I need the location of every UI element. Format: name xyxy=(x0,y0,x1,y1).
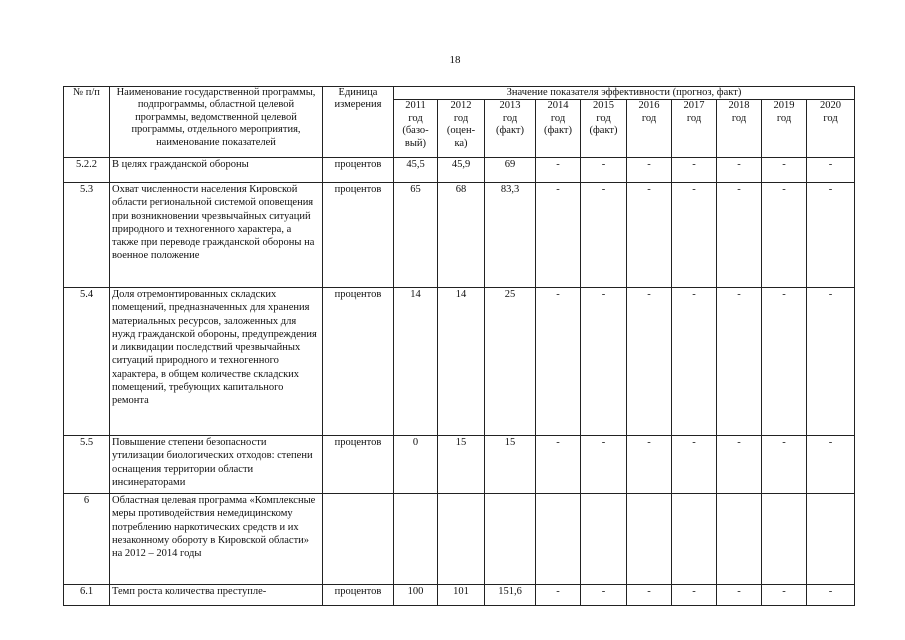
row-unit xyxy=(323,494,394,585)
header-year-2014 xyxy=(536,100,581,158)
row-value-2018: - xyxy=(717,436,762,494)
row-value-2018 xyxy=(717,494,762,585)
row-value-2011 xyxy=(394,494,438,585)
row-value-2015: - xyxy=(581,288,627,436)
header-year-label: 2018 xyxy=(728,100,750,112)
row-number: 5.4 xyxy=(64,288,110,436)
row-value-2013: 151,6 xyxy=(485,585,536,606)
indicators-table xyxy=(63,86,855,606)
header-number: № п/п xyxy=(64,87,110,158)
table-row xyxy=(64,585,855,606)
header-year-note: год xyxy=(408,112,423,124)
header-year-2017 xyxy=(672,100,717,158)
row-value-2020 xyxy=(807,494,855,585)
header-year-note: год xyxy=(502,112,518,124)
header-unit: Единица измерения xyxy=(323,87,394,158)
row-value-2013 xyxy=(485,494,536,585)
table-row xyxy=(64,158,855,183)
row-value-2015: - xyxy=(581,585,627,606)
header-year-note: год xyxy=(596,112,611,124)
row-value-2011: 0 xyxy=(394,436,438,494)
header-year-2020 xyxy=(807,100,855,158)
row-value-2012 xyxy=(438,494,485,585)
row-value-2015: - xyxy=(581,158,627,183)
row-value-2015: - xyxy=(581,436,627,494)
row-value-2012: 14 xyxy=(438,288,485,436)
table-row xyxy=(64,436,855,494)
row-number: 5.2.2 xyxy=(64,158,110,183)
header-year-note: (факт) xyxy=(589,125,618,137)
row-value-2018: - xyxy=(717,288,762,436)
row-value-2013: 15 xyxy=(485,436,536,494)
row-value-2019: - xyxy=(762,288,807,436)
row-unit: процентов xyxy=(323,158,394,183)
header-year-note: год xyxy=(453,112,469,124)
row-value-2012: 101 xyxy=(438,585,485,606)
row-value-2020: - xyxy=(807,585,855,606)
row-value-2017 xyxy=(672,494,717,585)
header-year-note: год xyxy=(686,112,702,124)
header-year-2013 xyxy=(485,100,536,158)
row-value-2019 xyxy=(762,494,807,585)
header-year-label: 2012 xyxy=(450,100,472,112)
header-year-note: год xyxy=(550,112,566,124)
row-value-2012: 68 xyxy=(438,183,485,288)
row-indicator-name: Доля отремонтированных складских помещений, предназначенных для хранения материальных ресурсов, заложенных для нужд гражданской обороны, предупреждения и ликвидации последствий чрезвычайных ситуаций природного и техногенного характера, в общем количестве складских помещений, требующих капитального ремонта xyxy=(110,288,323,436)
row-indicator-name: Повышение степени безопасности утилизации биологических отходов: степени оснащения территории области инсинераторами xyxy=(110,436,323,494)
header-year-2012 xyxy=(438,100,485,158)
row-indicator-name: Темп роста количества преступле- xyxy=(110,585,323,606)
page-number: 18 xyxy=(449,54,461,66)
row-indicator-name: В целях гражданской обороны xyxy=(110,158,323,183)
row-value-2018: - xyxy=(717,183,762,288)
row-value-2019: - xyxy=(762,183,807,288)
row-value-2016 xyxy=(627,494,672,585)
header-year-note: (базо- xyxy=(402,125,429,137)
row-value-2019: - xyxy=(762,436,807,494)
row-value-2011: 100 xyxy=(394,585,438,606)
row-value-2016: - xyxy=(627,183,672,288)
row-value-2019: - xyxy=(762,158,807,183)
row-value-2011: 14 xyxy=(394,288,438,436)
header-row-top xyxy=(64,87,855,100)
header-year-note: вый) xyxy=(404,137,427,149)
row-number: 6.1 xyxy=(64,585,110,606)
header-year-2011 xyxy=(394,100,438,158)
table-row xyxy=(64,183,855,288)
row-indicator-name: Областная целевая программа «Комплексные меры противодействия немедицинскому потреблению наркотических средств и их незаконному обороту в Кировской области» на 2012 – 2014 годы xyxy=(110,494,323,585)
row-number: 5.5 xyxy=(64,436,110,494)
header-name: Наименование государственной программы, подпрограммы, областной целевой программы, ведомственной целевой программы, отдельного мероприятия, наименование показателей xyxy=(110,87,323,158)
row-value-2016: - xyxy=(627,158,672,183)
row-value-2016: - xyxy=(627,436,672,494)
row-value-2020: - xyxy=(807,158,855,183)
row-value-2014: - xyxy=(536,158,581,183)
header-year-note: ка) xyxy=(454,137,468,149)
row-value-2020: - xyxy=(807,288,855,436)
header-year-label: 2016 xyxy=(638,100,660,112)
table-row xyxy=(64,288,855,436)
row-value-2020: - xyxy=(807,183,855,288)
row-value-2017: - xyxy=(672,158,717,183)
row-value-2014: - xyxy=(536,183,581,288)
row-value-2013: 25 xyxy=(485,288,536,436)
row-value-2017: - xyxy=(672,288,717,436)
row-value-2014: - xyxy=(536,288,581,436)
header-year-note: год xyxy=(823,112,838,124)
header-year-note: год xyxy=(776,112,792,124)
header-year-2015 xyxy=(581,100,627,158)
header-year-2016 xyxy=(627,100,672,158)
row-value-2013: 69 xyxy=(485,158,536,183)
row-unit: процентов xyxy=(323,288,394,436)
header-year-label: 2020 xyxy=(820,100,841,112)
row-value-2017: - xyxy=(672,436,717,494)
header-year-note: (факт) xyxy=(543,125,572,137)
row-value-2017: - xyxy=(672,585,717,606)
header-year-label: 2013 xyxy=(499,100,521,112)
header-year-note: год xyxy=(641,112,657,124)
row-unit: процентов xyxy=(323,183,394,288)
row-value-2019: - xyxy=(762,585,807,606)
row-value-2014 xyxy=(536,494,581,585)
row-unit: процентов xyxy=(323,585,394,606)
row-number: 6 xyxy=(64,494,110,585)
row-value-2013: 83,3 xyxy=(485,183,536,288)
header-values: Значение показателя эффективности (прогноз, факт) xyxy=(394,87,855,100)
row-unit: процентов xyxy=(323,436,394,494)
row-value-2018: - xyxy=(717,158,762,183)
header-year-label: 2015 xyxy=(593,100,614,112)
header-year-label: 2019 xyxy=(773,100,795,112)
row-value-2016: - xyxy=(627,288,672,436)
table-row xyxy=(64,494,855,585)
header-year-note: год xyxy=(731,112,747,124)
row-value-2020: - xyxy=(807,436,855,494)
row-value-2015: - xyxy=(581,183,627,288)
header-year-2018 xyxy=(717,100,762,158)
header-year-2019 xyxy=(762,100,807,158)
row-value-2016: - xyxy=(627,585,672,606)
row-value-2011: 65 xyxy=(394,183,438,288)
row-value-2014: - xyxy=(536,585,581,606)
header-year-note: (оцен- xyxy=(446,125,476,137)
row-value-2012: 45,9 xyxy=(438,158,485,183)
row-value-2012: 15 xyxy=(438,436,485,494)
row-value-2014: - xyxy=(536,436,581,494)
row-value-2018: - xyxy=(717,585,762,606)
header-year-label: 2014 xyxy=(547,100,569,112)
row-number: 5.3 xyxy=(64,183,110,288)
header-year-label: 2017 xyxy=(683,100,705,112)
row-value-2015 xyxy=(581,494,627,585)
header-year-label: 2011 xyxy=(405,100,426,112)
header-year-note: (факт) xyxy=(495,125,524,137)
row-value-2017: - xyxy=(672,183,717,288)
row-value-2011: 45,5 xyxy=(394,158,438,183)
row-indicator-name: Охват численности населения Кировской области региональной системой оповещения при возникновении чрезвычайных ситуаций природного и техногенного характера, а также при переводе гражданской обороны на военное положение xyxy=(110,183,323,288)
